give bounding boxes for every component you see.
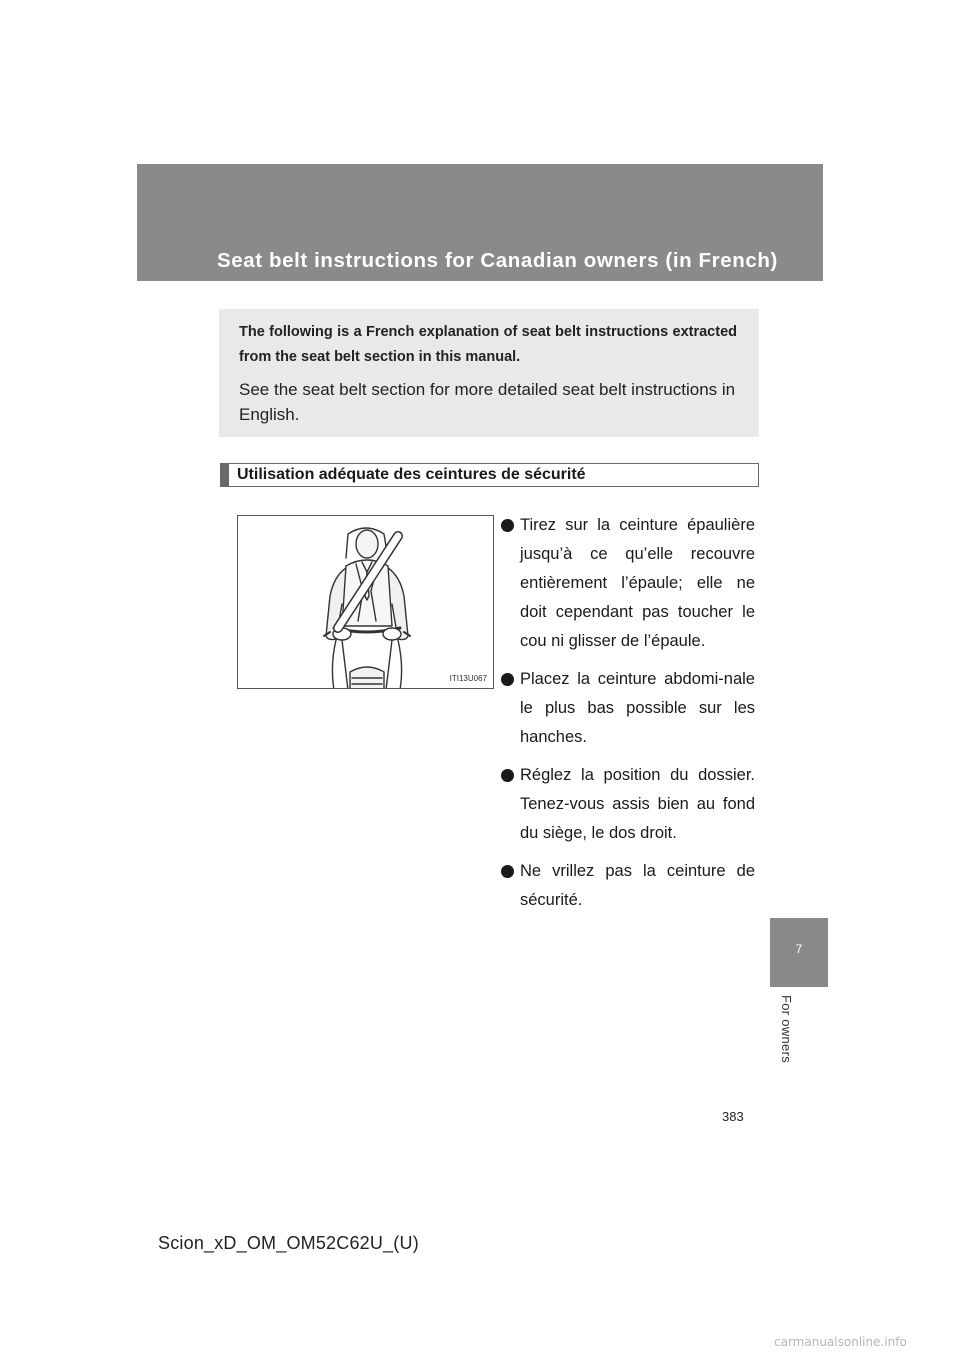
list-item-text: Réglez la position du dossier. Tenez-vous assis bien au fond du siège, le dos droit. [520, 766, 755, 842]
intro-normal-text: See the seat belt section for more detailed seat belt instructions in English. [239, 380, 736, 424]
header-band [137, 164, 823, 281]
list-item [501, 857, 755, 915]
page-number: 383 [722, 1109, 744, 1124]
list-item [501, 665, 755, 752]
list-item-text: Placez la ceinture abdomi-nale le plus bas possible sur les hanches. [520, 670, 755, 746]
instruction-list [501, 511, 755, 924]
figure-code: ITI13U067 [449, 674, 487, 683]
seated-person-illustration [238, 516, 494, 689]
bullet-icon [501, 865, 514, 878]
intro-bold-text: The following is a French explanation of seat belt instructions extracted from the seat belt section in this manual. [239, 324, 737, 365]
list-item-text: Tirez sur la ceinture épaulière jusqu’à ce qu’elle recouvre entièrement l’épaule; elle ne doit cependant pas toucher le cou ni glisser de l’épaule. [520, 516, 755, 650]
chapter-label: For owners [779, 995, 794, 1064]
bullet-icon [501, 769, 514, 782]
chapter-number: 7 [795, 942, 803, 956]
list-item [501, 761, 755, 848]
page-title: Seat belt instructions for Canadian owners (in French) [217, 249, 778, 272]
list-item [501, 511, 755, 656]
seatbelt-figure [237, 515, 494, 689]
footer-document-code: Scion_xD_OM_OM52C62U_(U) [158, 1233, 419, 1253]
bullet-icon [501, 673, 514, 686]
intro-box [219, 309, 759, 437]
chapter-tab [770, 918, 828, 987]
watermark-text: carmanualsonline.info [774, 1335, 907, 1349]
list-item-text: Ne vrillez pas la ceinture de sécurité. [520, 862, 755, 909]
section-heading: Utilisation adéquate des ceintures de sécurité [220, 463, 759, 487]
bullet-icon [501, 519, 514, 532]
